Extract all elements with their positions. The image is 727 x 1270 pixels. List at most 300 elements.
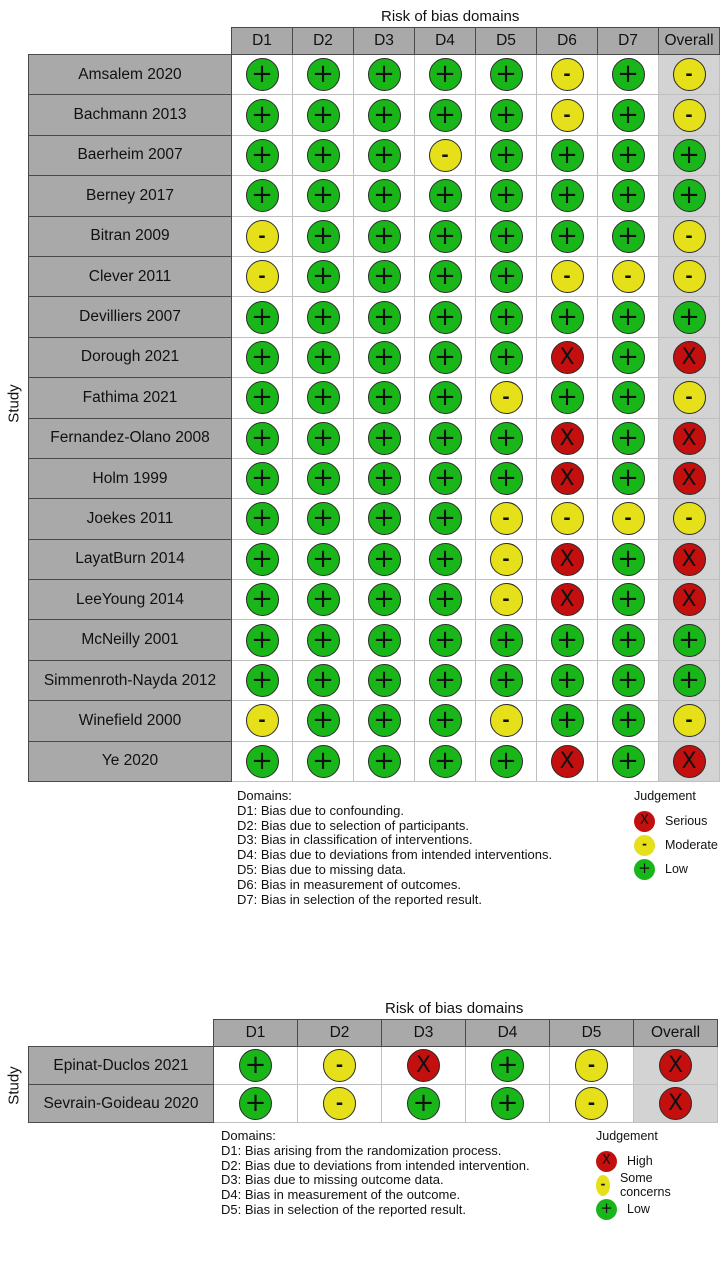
judgement-cell: [293, 378, 354, 418]
x-circle-icon: X: [673, 543, 706, 576]
judgement-cell: [415, 741, 476, 781]
plus-circle-icon: +: [429, 462, 462, 495]
x-circle-icon: X: [551, 543, 584, 576]
minus-circle-icon: -: [551, 58, 584, 91]
plus-circle-icon: +: [429, 704, 462, 737]
judgement-cell: [293, 337, 354, 377]
minus-circle-icon: -: [246, 220, 279, 253]
judgement-cell: [232, 660, 293, 700]
plus-circle-icon: +: [612, 58, 645, 91]
plus-circle-icon: +: [612, 139, 645, 172]
minus-circle-icon: -: [612, 260, 645, 293]
judgement-cell: [354, 256, 415, 296]
judgement-cell: [415, 297, 476, 337]
x-circle-icon: X: [551, 583, 584, 616]
judgement-cell: [659, 337, 720, 377]
minus-circle-icon: -: [673, 99, 706, 132]
judgement-cell: [537, 418, 598, 458]
plus-circle-icon: +: [368, 502, 401, 535]
x-circle-icon: X: [407, 1049, 440, 1082]
judgement-cell: [293, 620, 354, 660]
study-label: Clever 2011: [29, 256, 232, 296]
judgement-cell: [382, 1085, 466, 1123]
table-row: [29, 580, 720, 620]
x-circle-icon: X: [673, 583, 706, 616]
judgement-cell: [634, 1047, 718, 1085]
judgement-cell: [415, 499, 476, 539]
judgement-cell: [659, 216, 720, 256]
judgement-cell: [634, 1085, 718, 1123]
domain-definition: D2: Bias due to selection of participants.: [237, 817, 469, 833]
x-circle-icon: X: [673, 745, 706, 778]
plus-circle-icon: +: [612, 99, 645, 132]
plus-circle-icon: +: [429, 260, 462, 293]
plus-circle-icon: +: [307, 543, 340, 576]
plus-circle-icon: +: [551, 301, 584, 334]
judgement-cell: [598, 176, 659, 216]
judgement-cell: [293, 741, 354, 781]
plus-circle-icon: +: [612, 422, 645, 455]
judgement-cell: [298, 1085, 382, 1123]
plus-circle-icon: +: [551, 624, 584, 657]
legend-item: [596, 1173, 678, 1197]
judgement-cell: [415, 418, 476, 458]
plus-circle-icon: +: [673, 624, 706, 657]
column-header-d5: D5: [476, 28, 537, 55]
judgement-cell: [354, 55, 415, 95]
plus-circle-icon: +: [246, 301, 279, 334]
judgement-cell: [232, 297, 293, 337]
plus-circle-icon: +: [490, 99, 523, 132]
plus-circle-icon: +: [673, 301, 706, 334]
judgement-cell: [354, 539, 415, 579]
plus-circle-icon: +: [429, 745, 462, 778]
column-header-d7: D7: [598, 28, 659, 55]
study-label: Baerheim 2007: [29, 135, 232, 175]
judgement-cell: [354, 337, 415, 377]
x-circle-icon: X: [551, 745, 584, 778]
legend-title: Judgement: [596, 1129, 658, 1143]
column-header-d6: D6: [537, 28, 598, 55]
judgement-cell: [476, 701, 537, 741]
plus-circle-icon: +: [368, 543, 401, 576]
plus-circle-icon: +: [368, 624, 401, 657]
judgement-cell: [293, 660, 354, 700]
judgement-cell: [354, 95, 415, 135]
column-header-d2: D2: [293, 28, 354, 55]
plus-circle-icon: +: [307, 139, 340, 172]
plus-circle-icon: +: [368, 745, 401, 778]
judgement-cell: [415, 256, 476, 296]
judgement-cell: [537, 55, 598, 95]
table-row: [29, 1085, 718, 1123]
judgement-cell: [232, 499, 293, 539]
judgement-cell: [415, 176, 476, 216]
judgement-cell: [598, 95, 659, 135]
minus-circle-icon: -: [596, 1175, 610, 1196]
judgement-cell: [659, 660, 720, 700]
plus-circle-icon: +: [490, 220, 523, 253]
judgement-cell: [232, 701, 293, 741]
study-label: Winefield 2000: [29, 701, 232, 741]
header-row: [29, 1020, 718, 1047]
judgement-cell: [354, 216, 415, 256]
judgement-cell: [415, 539, 476, 579]
judgement-cell: [415, 378, 476, 418]
judgement-cell: [354, 660, 415, 700]
column-header-d3: D3: [382, 1020, 466, 1047]
domain-definition: D7: Bias in selection of the reported result.: [237, 891, 482, 907]
plus-circle-icon: +: [429, 301, 462, 334]
corner-blank: [29, 1020, 214, 1047]
plus-circle-icon: +: [368, 704, 401, 737]
judgement-cell: [659, 620, 720, 660]
column-header-d1: D1: [214, 1020, 298, 1047]
table-row: [29, 95, 720, 135]
judgement-cell: [476, 499, 537, 539]
plus-circle-icon: +: [307, 58, 340, 91]
y-axis-label: Study: [5, 1066, 23, 1105]
plus-circle-icon: +: [368, 99, 401, 132]
table-row: [29, 135, 720, 175]
plus-circle-icon: +: [368, 422, 401, 455]
study-label: Bachmann 2013: [29, 95, 232, 135]
plus-circle-icon: +: [551, 139, 584, 172]
plus-circle-icon: +: [551, 664, 584, 697]
minus-circle-icon: -: [551, 502, 584, 535]
judgement-cell: [598, 741, 659, 781]
plus-circle-icon: +: [368, 179, 401, 212]
x-circle-icon: X: [551, 341, 584, 374]
study-label: Devilliers 2007: [29, 297, 232, 337]
plus-circle-icon: +: [491, 1049, 524, 1082]
judgement-cell: [415, 216, 476, 256]
column-header-d4: D4: [415, 28, 476, 55]
judgement-cell: [537, 499, 598, 539]
judgement-cell: [232, 741, 293, 781]
plus-circle-icon: +: [490, 422, 523, 455]
minus-circle-icon: -: [673, 58, 706, 91]
study-label: Ye 2020: [29, 741, 232, 781]
judgement-cell: [476, 458, 537, 498]
x-circle-icon: X: [673, 422, 706, 455]
judgement-cell: [537, 741, 598, 781]
plus-circle-icon: +: [551, 381, 584, 414]
plus-circle-icon: +: [246, 58, 279, 91]
domain-definition: D1: Bias arising from the randomization process.: [221, 1142, 502, 1158]
judgement-cell: [354, 499, 415, 539]
judgement-cell: [598, 297, 659, 337]
judgement-cell: [598, 580, 659, 620]
judgement-cell: [232, 135, 293, 175]
plus-circle-icon: +: [429, 664, 462, 697]
plus-circle-icon: +: [307, 381, 340, 414]
judgement-cell: [415, 458, 476, 498]
domains-heading: Domains:: [221, 1128, 276, 1143]
judgement-cell: [537, 256, 598, 296]
judgement-cell: [476, 95, 537, 135]
minus-circle-icon: -: [673, 260, 706, 293]
minus-circle-icon: -: [246, 260, 279, 293]
plus-circle-icon: +: [307, 99, 340, 132]
plus-circle-icon: +: [246, 502, 279, 535]
judgement-cell: [476, 337, 537, 377]
judgement-cell: [537, 458, 598, 498]
table-row: [29, 499, 720, 539]
judgement-cell: [476, 580, 537, 620]
study-label: Fathima 2021: [29, 378, 232, 418]
plus-circle-icon: +: [551, 704, 584, 737]
plus-circle-icon: +: [307, 745, 340, 778]
plus-circle-icon: +: [246, 422, 279, 455]
judgement-cell: [659, 378, 720, 418]
judgement-cell: [293, 216, 354, 256]
plus-circle-icon: +: [429, 543, 462, 576]
table-row: [29, 701, 720, 741]
judgement-cell: [415, 580, 476, 620]
judgement-cell: [415, 620, 476, 660]
plus-circle-icon: +: [490, 139, 523, 172]
plus-circle-icon: +: [246, 381, 279, 414]
judgement-cell: [659, 458, 720, 498]
minus-circle-icon: -: [673, 704, 706, 737]
plus-circle-icon: +: [246, 583, 279, 616]
x-circle-icon: X: [673, 341, 706, 374]
judgement-cell: [415, 701, 476, 741]
judgement-cell: [537, 216, 598, 256]
plus-circle-icon: +: [490, 301, 523, 334]
judgement-cell: [598, 620, 659, 660]
minus-circle-icon: -: [575, 1049, 608, 1082]
legend-label: Low: [627, 1202, 650, 1216]
table-row: [29, 418, 720, 458]
plus-circle-icon: +: [429, 341, 462, 374]
column-header-d2: D2: [298, 1020, 382, 1047]
column-header-overall: Overall: [659, 28, 720, 55]
plus-circle-icon: +: [551, 220, 584, 253]
plus-circle-icon: +: [407, 1087, 440, 1120]
judgement-cell: [476, 539, 537, 579]
study-label: Bitran 2009: [29, 216, 232, 256]
judgement-cell: [415, 95, 476, 135]
judgement-cell: [659, 499, 720, 539]
minus-circle-icon: -: [246, 704, 279, 737]
column-header-d1: D1: [232, 28, 293, 55]
study-label: McNeilly 2001: [29, 620, 232, 660]
plus-circle-icon: +: [429, 583, 462, 616]
table-row: [29, 256, 720, 296]
judgement-cell: [537, 620, 598, 660]
judgement-cell: [293, 297, 354, 337]
domain-definition: D3: Bias in classification of interventions.: [237, 832, 473, 848]
judgement-cell: [476, 176, 537, 216]
plus-circle-icon: +: [490, 58, 523, 91]
plus-circle-icon: +: [246, 624, 279, 657]
chart-title: Risk of bias domains: [385, 1000, 524, 1017]
y-axis-label: Study: [5, 384, 23, 423]
judgement-cell: [382, 1047, 466, 1085]
judgement-cell: [466, 1085, 550, 1123]
plus-circle-icon: +: [612, 462, 645, 495]
judgement-cell: [598, 256, 659, 296]
judgement-cell: [232, 256, 293, 296]
judgement-cell: [537, 176, 598, 216]
x-circle-icon: X: [659, 1049, 692, 1082]
header-row: [29, 28, 720, 55]
plus-circle-icon: +: [368, 220, 401, 253]
table-row: [29, 337, 720, 377]
judgement-legend: [596, 1129, 678, 1221]
plus-circle-icon: +: [673, 179, 706, 212]
plus-circle-icon: +: [612, 381, 645, 414]
judgement-cell: [598, 55, 659, 95]
plus-circle-icon: +: [612, 624, 645, 657]
minus-circle-icon: -: [490, 583, 523, 616]
judgement-cell: [214, 1085, 298, 1123]
table-row: [29, 458, 720, 498]
legend-label: Serious: [665, 814, 708, 828]
domain-definition: D4: Bias in measurement of the outcome.: [221, 1187, 461, 1203]
column-header-overall: Overall: [634, 1020, 718, 1047]
judgement-cell: [659, 256, 720, 296]
minus-circle-icon: -: [429, 139, 462, 172]
table-row: [29, 741, 720, 781]
study-label: Epinat-Duclos 2021: [29, 1047, 214, 1085]
minus-circle-icon: -: [323, 1087, 356, 1120]
plus-circle-icon: +: [612, 301, 645, 334]
legend-label: Moderate: [665, 838, 718, 852]
minus-circle-icon: -: [551, 260, 584, 293]
judgement-cell: [232, 378, 293, 418]
judgement-cell: [293, 499, 354, 539]
judgement-cell: [659, 701, 720, 741]
judgement-cell: [293, 55, 354, 95]
domain-definition: D6: Bias in measurement of outcomes.: [237, 876, 461, 892]
domain-definition: D3: Bias due to missing outcome data.: [221, 1172, 444, 1188]
study-label: LeeYoung 2014: [29, 580, 232, 620]
chart-title: Risk of bias domains: [381, 8, 520, 25]
judgement-cell: [659, 539, 720, 579]
judgement-cell: [537, 297, 598, 337]
study-label: Holm 1999: [29, 458, 232, 498]
x-circle-icon: X: [634, 811, 655, 832]
domain-definitions: [237, 789, 552, 907]
legend-item: [596, 1149, 678, 1173]
plus-circle-icon: +: [246, 664, 279, 697]
legend-item: [634, 833, 718, 857]
minus-circle-icon: -: [323, 1049, 356, 1082]
judgement-cell: [659, 741, 720, 781]
legend-title: Judgement: [634, 789, 696, 803]
judgement-cell: [232, 176, 293, 216]
plus-circle-icon: +: [368, 664, 401, 697]
judgement-cell: [537, 378, 598, 418]
table-row: [29, 378, 720, 418]
judgement-cell: [598, 539, 659, 579]
plus-circle-icon: +: [246, 99, 279, 132]
table-row: [29, 1047, 718, 1085]
plus-circle-icon: +: [429, 624, 462, 657]
x-circle-icon: X: [551, 422, 584, 455]
minus-circle-icon: -: [673, 381, 706, 414]
judgement-cell: [232, 55, 293, 95]
plus-circle-icon: +: [612, 704, 645, 737]
judgement-cell: [232, 216, 293, 256]
legend-item: [634, 857, 718, 881]
plus-circle-icon: +: [368, 462, 401, 495]
judgement-cell: [476, 297, 537, 337]
plus-circle-icon: +: [612, 220, 645, 253]
plus-circle-icon: +: [239, 1087, 272, 1120]
domain-definition: D4: Bias due to deviations from intended interventions.: [237, 847, 553, 863]
risk-of-bias-table: [28, 1019, 718, 1123]
study-label: Berney 2017: [29, 176, 232, 216]
judgement-cell: [598, 378, 659, 418]
judgement-cell: [550, 1085, 634, 1123]
judgement-cell: [659, 135, 720, 175]
domain-definition: D5: Bias due to missing data.: [237, 861, 407, 877]
plus-circle-icon: +: [246, 139, 279, 172]
minus-circle-icon: -: [551, 99, 584, 132]
judgement-cell: [659, 418, 720, 458]
judgement-cell: [232, 418, 293, 458]
plus-circle-icon: +: [612, 543, 645, 576]
legend-label: Some concerns: [619, 1171, 671, 1199]
x-circle-icon: X: [551, 462, 584, 495]
judgement-cell: [537, 95, 598, 135]
plus-circle-icon: +: [246, 341, 279, 374]
plus-circle-icon: +: [307, 422, 340, 455]
judgement-cell: [659, 55, 720, 95]
judgement-cell: [598, 458, 659, 498]
judgement-cell: [598, 337, 659, 377]
plus-circle-icon: +: [673, 139, 706, 172]
judgement-cell: [476, 741, 537, 781]
judgement-cell: [354, 458, 415, 498]
plus-circle-icon: +: [307, 260, 340, 293]
judgement-cell: [598, 216, 659, 256]
plus-circle-icon: +: [246, 543, 279, 576]
table-row: [29, 176, 720, 216]
minus-circle-icon: -: [673, 220, 706, 253]
x-circle-icon: X: [673, 462, 706, 495]
judgement-cell: [354, 701, 415, 741]
judgement-cell: [598, 499, 659, 539]
minus-circle-icon: -: [575, 1087, 608, 1120]
judgement-cell: [476, 660, 537, 700]
judgement-cell: [537, 135, 598, 175]
table-row: [29, 216, 720, 256]
minus-circle-icon: -: [634, 835, 655, 856]
column-header-d3: D3: [354, 28, 415, 55]
judgement-cell: [537, 337, 598, 377]
plus-circle-icon: +: [673, 664, 706, 697]
judgement-cell: [354, 297, 415, 337]
plus-circle-icon: +: [307, 220, 340, 253]
plus-circle-icon: +: [491, 1087, 524, 1120]
minus-circle-icon: -: [490, 502, 523, 535]
judgement-cell: [232, 337, 293, 377]
judgement-cell: [598, 418, 659, 458]
plus-circle-icon: +: [246, 179, 279, 212]
plus-circle-icon: +: [246, 745, 279, 778]
study-label: Amsalem 2020: [29, 55, 232, 95]
x-circle-icon: X: [659, 1087, 692, 1120]
judgement-cell: [476, 256, 537, 296]
judgement-cell: [415, 135, 476, 175]
minus-circle-icon: -: [490, 543, 523, 576]
study-label: LayatBurn 2014: [29, 539, 232, 579]
